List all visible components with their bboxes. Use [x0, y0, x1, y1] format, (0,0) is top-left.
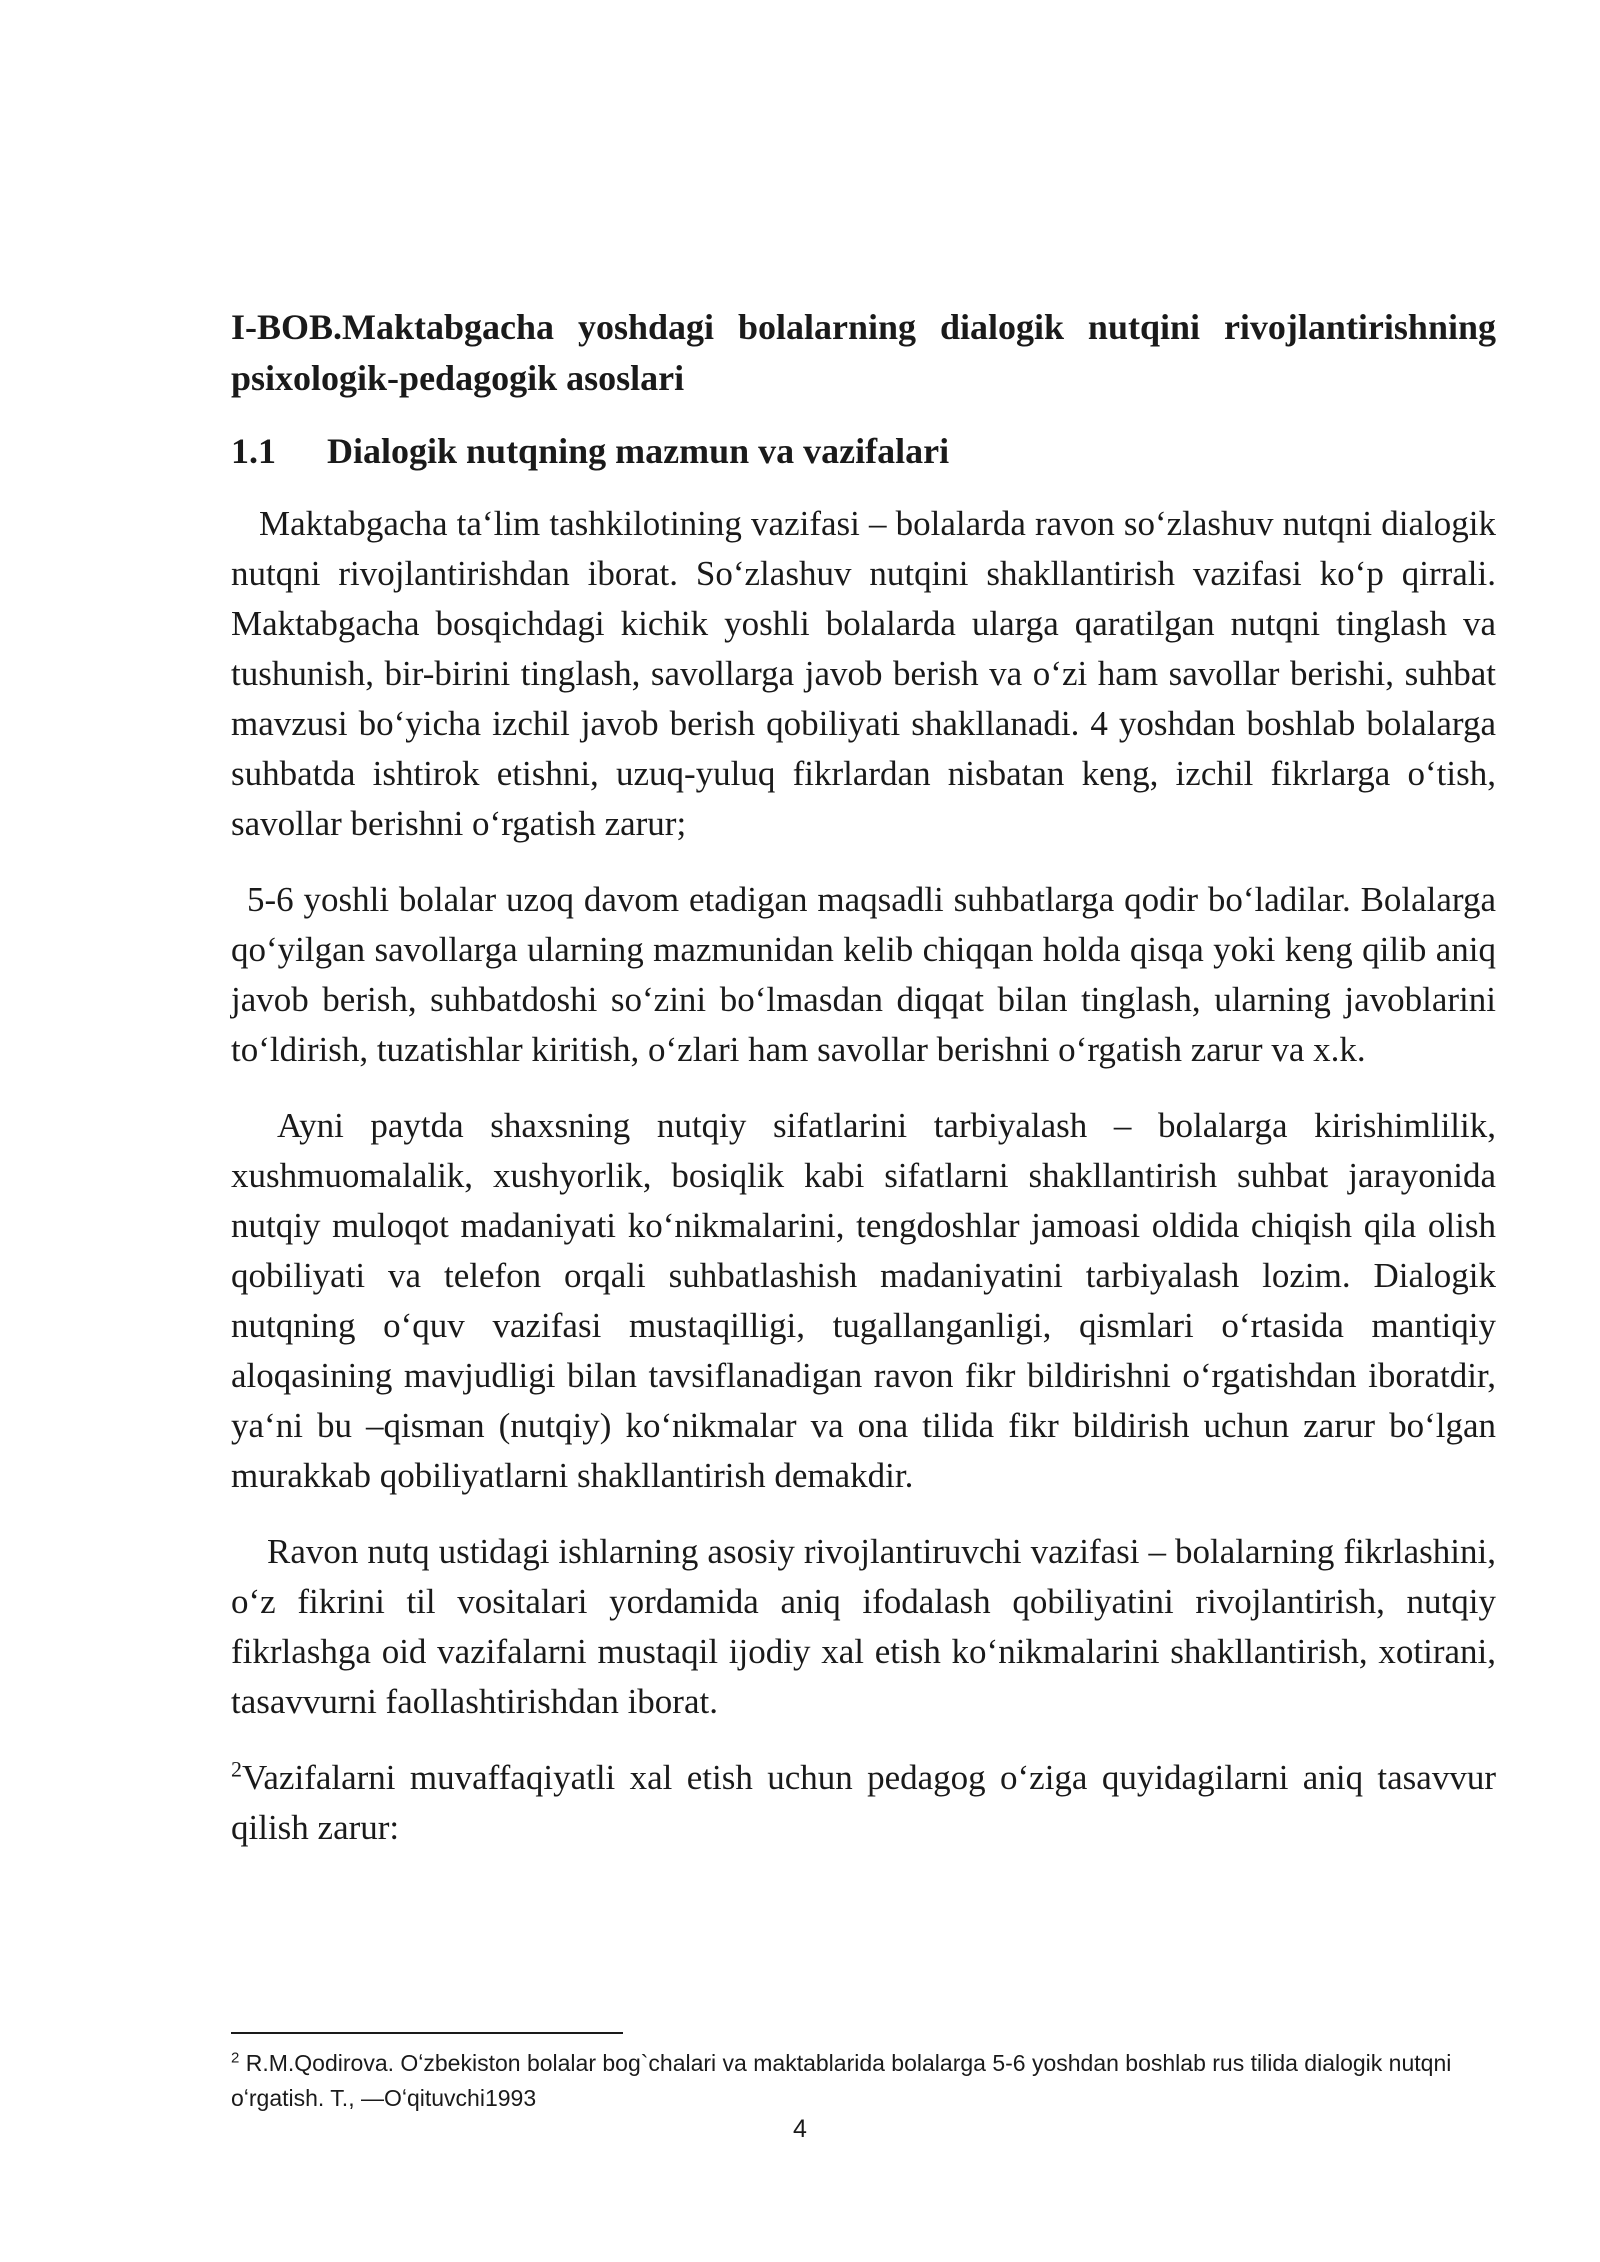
section-heading	[231, 426, 1496, 477]
footnote-separator	[231, 2032, 623, 2034]
footnote	[231, 2046, 1496, 2116]
section-number: 1.1	[231, 431, 276, 471]
body-paragraph-3: Ayni paytda shaxsning nutqiy sifatlarini tarbiyalash – bolalarga kirishimlilik, xushmuomalalik, xushyorlik, bosiqlik kabi sifatlarni shakllantirish suhbat jarayonida nutqiy muloqot madaniyati koʻnikmalarini, tengdoshlar jamoasi oldida chiqish qila olish qobiliyati va telefon orqali suhbatlashish madaniyatini tarbiyalash lozim. Dialogik nutqning oʻquv vazifasi mustaqilligi, tugallanganligi, qismlari oʻrtasida mantiqiy aloqasining mavjudligi bilan tavsiflanadigan ravon fikr bildirishni oʻrgatishdan iboratdir, yaʻni bu –qisman (nutqiy) koʻnikmalar va ona tilida fikr bildirish uchun zarur boʻlgan murakkab qobiliyatlarni shakllantirish demakdir.	[231, 1106, 1496, 1495]
page-content	[231, 302, 1496, 1853]
body-paragraph-2: 5-6 yoshli bolalar uzoq davom etadigan maqsadli suhbatlarga qodir boʻladilar. Bolalarga qoʻyilgan savollarga ularning mazmunidan kelib chiqqan holda qisqa yoki keng qilib aniq javob berish, suhbatdoshi soʻzini boʻlmasdan diqqat bilan tinglash, ularning javoblarini toʻldirish, tuzatishlar kiritish, oʻzlari ham savollar berishni oʻrgatish zarur va x.k.	[231, 880, 1496, 1069]
body-paragraph-4: Ravon nutq ustidagi ishlarning asosiy rivojlantiruvchi vazifasi – bolalarning fikrlashini, oʻz fikrini til vositalari yordamida aniq ifodalash qobiliyatini rivojlantirish, nutqiy fikrlashga oid vazifalarni mustaqil ijodiy xal etish koʻnikmalarini shakllantirish, xotirani, tasavvurni faollashtirishdan iborat.	[231, 1532, 1496, 1721]
footnote-marker: 2	[231, 2049, 240, 2067]
footnote-text: R.M.Qodirova. Oʻzbekiston bolalar bog`chalari va maktablarida bolalarga 5-6 yoshdan boshlab rus tilida dialogik nutqni oʻrgatish. T., —Oʻqituvchi1993	[231, 2050, 1452, 2111]
body-paragraph-5	[231, 1753, 1496, 1853]
section-title: Dialogik nutqning mazmun va vazifalari	[327, 431, 950, 471]
body-paragraph-5-text: Vazifalarni muvaffaqiyatli xal etish uchun pedagog oʻziga quyidagilarni aniq tasavvur qilish zarur:	[231, 1758, 1496, 1847]
page-number: 4	[793, 2115, 807, 2143]
footnote-reference[interactable]: 2	[231, 1756, 242, 1782]
chapter-title: I-BOB.Maktabgacha yoshdagi bolalarning dialogik nutqini rivojlantirishning psixologik-pedagogik asoslari	[231, 307, 1496, 398]
body-paragraph-1: Maktabgacha taʻlim tashkilotining vazifasi – bolalarda ravon soʻzlashuv nutqni dialogik nutqni rivojlantirishdan iborat. Soʻzlashuv nutqini shakllantirish vazifasi koʻp qirrali. Maktabgacha bosqichdagi kichik yoshli bolalarda ularga qaratilgan nutqni tinglash va tushunish, bir-birini tinglash, savollarga javob berish va oʻzi ham savollar berishi, suhbat mavzusi boʻyicha izchil javob berish qobiliyati shakllanadi. 4 yoshdan boshlab bolalarga suhbatda ishtirok etishni, uzuq-yuluq fikrlardan nisbatan keng, izchil fikrlarga oʻtish, savollar berishni oʻrgatish zarur;	[231, 504, 1496, 843]
